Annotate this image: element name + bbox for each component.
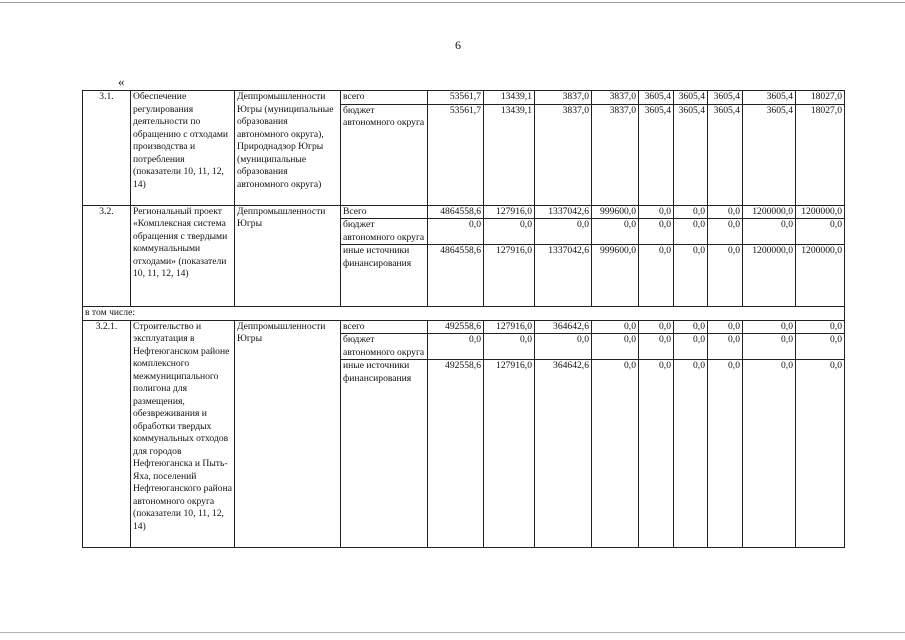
value-cell: 0,0 <box>708 334 743 360</box>
value-cell: 1337042,6 <box>535 205 592 219</box>
row-executor: Деппромышленности Югры (муниципальные образования автономного округа), Природнадзор Югры (муниципальные образования автономного округа) <box>235 91 341 206</box>
value-cell: 0,0 <box>592 219 639 245</box>
value-cell: 127916,0 <box>484 205 535 219</box>
value-cell: 999600,0 <box>592 245 639 307</box>
value-cell: 0,0 <box>708 205 743 219</box>
value-cell: 0,0 <box>535 334 592 360</box>
value-cell: 364642,6 <box>535 360 592 548</box>
value-cell: 4864558,6 <box>428 245 484 307</box>
value-cell: 3837,0 <box>535 104 592 205</box>
value-cell: 1200000,0 <box>743 245 796 307</box>
value-cell: 1337042,6 <box>535 245 592 307</box>
value-cell: 3605,4 <box>674 104 708 205</box>
value-cell: 13439,1 <box>484 104 535 205</box>
table-row <box>83 91 845 105</box>
value-cell: 3605,4 <box>639 104 674 205</box>
value-cell: 0,0 <box>535 219 592 245</box>
value-cell: 492558,6 <box>428 360 484 548</box>
value-cell: 0,0 <box>674 205 708 219</box>
value-cell: 0,0 <box>796 320 845 334</box>
value-cell: 0,0 <box>796 219 845 245</box>
row-name: Строительство и эксплуатация в Нефтеюганском районе комплексного межмуниципального полигона для размещения, обезвреживания и обработки твердых коммунальных отходов для городов Нефтеюганска и Пыть-Яха, поселений Нефтеюганского района автономного округа (показатели 10, 11, 12, 14) <box>131 320 235 548</box>
value-cell: 0,0 <box>796 334 845 360</box>
row-name: Региональный проект «Комплексная система обращения с твердыми коммунальными отходами» (показатели 10, 11, 12, 14) <box>131 205 235 307</box>
value-cell: 0,0 <box>639 320 674 334</box>
value-cell: 3605,4 <box>674 91 708 105</box>
value-cell: 0,0 <box>639 219 674 245</box>
value-cell: 492558,6 <box>428 320 484 334</box>
value-cell: 127916,0 <box>484 245 535 307</box>
value-cell: 3837,0 <box>592 91 639 105</box>
value-cell: 0,0 <box>708 360 743 548</box>
source-label: всего <box>341 91 428 105</box>
value-cell: 0,0 <box>674 219 708 245</box>
value-cell: 0,0 <box>743 219 796 245</box>
value-cell: 0,0 <box>428 334 484 360</box>
top-scan-rule <box>0 2 905 3</box>
value-cell: 18027,0 <box>796 91 845 105</box>
value-cell: 0,0 <box>639 245 674 307</box>
value-cell: 0,0 <box>674 320 708 334</box>
value-cell: 3605,4 <box>708 104 743 205</box>
row-code: 3.1. <box>83 91 131 206</box>
page-number: 6 <box>455 38 461 52</box>
value-cell: 3837,0 <box>535 91 592 105</box>
table-row <box>83 320 845 334</box>
source-label: всего <box>341 320 428 334</box>
row-code: 3.2.1. <box>83 320 131 548</box>
source-label: иные источники финансирования <box>341 245 428 307</box>
value-cell: 0,0 <box>592 320 639 334</box>
value-cell: 3605,4 <box>639 91 674 105</box>
value-cell: 0,0 <box>743 360 796 548</box>
value-cell: 13439,1 <box>484 91 535 105</box>
value-cell: 0,0 <box>592 360 639 548</box>
value-cell: 3605,4 <box>743 91 796 105</box>
value-cell: 0,0 <box>484 219 535 245</box>
value-cell: 1200000,0 <box>796 205 845 219</box>
value-cell: 1200000,0 <box>743 205 796 219</box>
value-cell: 0,0 <box>639 360 674 548</box>
value-cell: 0,0 <box>592 334 639 360</box>
value-cell: 18027,0 <box>796 104 845 205</box>
value-cell: 0,0 <box>484 334 535 360</box>
table-row <box>83 205 845 219</box>
source-label: бюджет автономного округа <box>341 334 428 360</box>
value-cell: 0,0 <box>743 334 796 360</box>
value-cell: 127916,0 <box>484 320 535 334</box>
value-cell: 3837,0 <box>592 104 639 205</box>
source-label: бюджет автономного округа <box>341 104 428 205</box>
value-cell: 127916,0 <box>484 360 535 548</box>
value-cell: 364642,6 <box>535 320 592 334</box>
value-cell: 53561,7 <box>428 104 484 205</box>
table-row-in-total <box>83 307 845 321</box>
value-cell: 0,0 <box>639 334 674 360</box>
in-total-label: в том числе: <box>83 307 845 321</box>
row-code: 3.2. <box>83 205 131 307</box>
value-cell: 1200000,0 <box>796 245 845 307</box>
row-name: Обеспечение регулирования деятельности по обращению с отходами производства и потребления (показатели 10, 11, 12, 14) <box>131 91 235 206</box>
source-label: Всего <box>341 205 428 219</box>
value-cell: 3605,4 <box>743 104 796 205</box>
value-cell: 999600,0 <box>592 205 639 219</box>
source-label: бюджет автономного округа <box>341 219 428 245</box>
source-label: иные источники финансирования <box>341 360 428 548</box>
row-executor: Деппромышленности Югры <box>235 205 341 307</box>
value-cell: 0,0 <box>708 245 743 307</box>
opening-quote-mark: « <box>118 74 125 89</box>
budget-table <box>82 90 845 548</box>
value-cell: 0,0 <box>743 320 796 334</box>
row-executor: Деппромышленности Югры <box>235 320 341 548</box>
value-cell: 0,0 <box>639 205 674 219</box>
value-cell: 0,0 <box>708 219 743 245</box>
value-cell: 4864558,6 <box>428 205 484 219</box>
value-cell: 0,0 <box>796 360 845 548</box>
value-cell: 0,0 <box>674 360 708 548</box>
value-cell: 0,0 <box>428 219 484 245</box>
bottom-scan-rule <box>0 632 905 633</box>
value-cell: 0,0 <box>674 334 708 360</box>
value-cell: 53561,7 <box>428 91 484 105</box>
value-cell: 0,0 <box>708 320 743 334</box>
value-cell: 3605,4 <box>708 91 743 105</box>
value-cell: 0,0 <box>674 245 708 307</box>
